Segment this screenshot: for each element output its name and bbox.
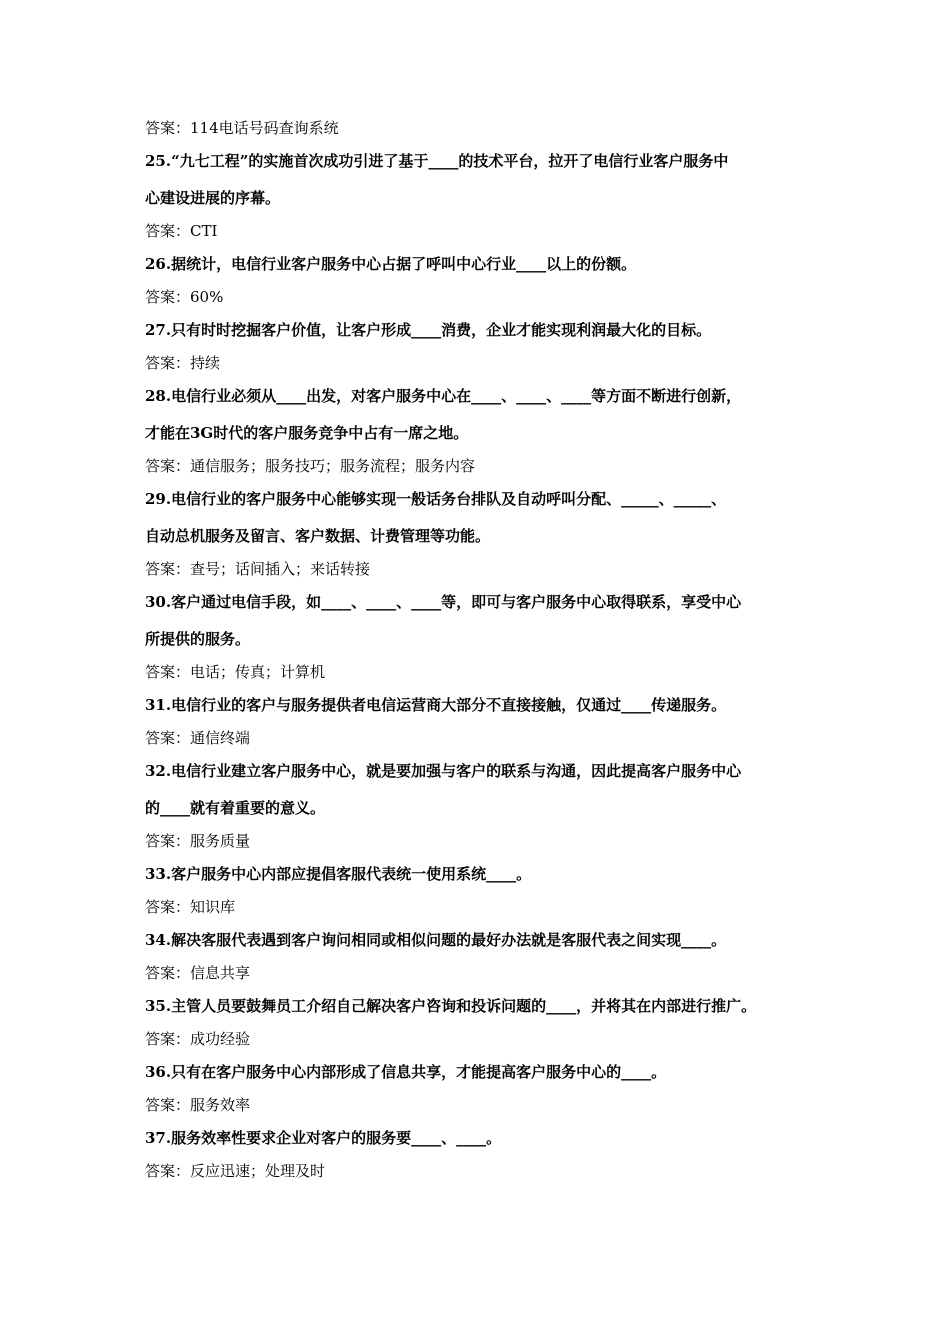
answer-line: 答案：知识库 bbox=[145, 898, 236, 916]
question-item: 34.解决客服代表遇到客户询问相同或相似问题的最好办法就是客服代表之间实现____。 bbox=[145, 931, 727, 949]
answer-line: 答案：信息共享 bbox=[145, 964, 251, 982]
question-item: 31.电信行业的客户与服务提供者电信运营商大部分不直接接触，仅通过____传递服务。 bbox=[145, 696, 727, 714]
question-line: 自动总机服务及留言、客户数据、计费管理等功能。 bbox=[145, 527, 491, 545]
question-item bbox=[145, 151, 825, 208]
question-line: 25.“九七工程”的实施首次成功引进了基于____的技术平台，拉开了电信行业客户服务中 bbox=[145, 152, 729, 170]
answer-line: 答案：持续 bbox=[145, 354, 221, 372]
answer-line: 答案：CTI bbox=[145, 222, 218, 240]
question-item bbox=[145, 386, 825, 443]
question-line: 的____就有着重要的意义。 bbox=[145, 799, 326, 817]
answer-line: 答案：通信服务；服务技巧；服务流程；服务内容 bbox=[145, 457, 476, 475]
question-line: 才能在3G时代的客户服务竞争中占有一席之地。 bbox=[145, 424, 469, 442]
question-line: 28.电信行业必须从____出发，对客户服务中心在____、____、____等方面不断进行创新， bbox=[145, 387, 742, 405]
question-item: 27.只有时时挖掘客户价值，让客户形成____消费，企业才能实现利润最大化的目标。 bbox=[145, 321, 712, 339]
question-item: 36.只有在客户服务中心内部形成了信息共享，才能提高客户服务中心的____。 bbox=[145, 1063, 667, 1081]
answer-line: 答案：电话；传真；计算机 bbox=[145, 663, 326, 681]
answer-line: 答案：成功经验 bbox=[145, 1030, 251, 1048]
question-item: 37.服务效率性要求企业对客户的服务要____、____。 bbox=[145, 1129, 502, 1147]
answer-line: 答案：114电话号码查询系统 bbox=[145, 119, 339, 137]
answer-line: 答案：反应迅速；处理及时 bbox=[145, 1162, 326, 1180]
answer-line: 答案：60% bbox=[145, 288, 224, 306]
document-page bbox=[145, 118, 825, 1194]
question-item bbox=[145, 761, 825, 818]
answer-line: 答案：查号；话间插入；来话转接 bbox=[145, 560, 371, 578]
question-item: 35.主管人员要鼓舞员工介绍自己解决客户咨询和投诉问题的____，并将其在内部进行推广。 bbox=[145, 997, 757, 1015]
answer-line: 答案：通信终端 bbox=[145, 729, 251, 747]
question-line: 所提供的服务。 bbox=[145, 630, 251, 648]
question-line: 29.电信行业的客户服务中心能够实现一般话务台排队及自动呼叫分配、_____、_____、 bbox=[145, 490, 727, 508]
question-line: 30.客户通过电信手段，如____、____、____等，即可与客户服务中心取得联系，享受中心 bbox=[145, 593, 742, 611]
answer-line: 答案：服务效率 bbox=[145, 1096, 251, 1114]
question-item bbox=[145, 489, 825, 546]
question-item bbox=[145, 592, 825, 649]
question-item: 33.客户服务中心内部应提倡客服代表统一使用系统____。 bbox=[145, 865, 532, 883]
question-line: 心建设进展的序幕。 bbox=[145, 189, 281, 207]
answer-line: 答案：服务质量 bbox=[145, 832, 251, 850]
question-item: 26.据统计，电信行业客户服务中心占据了呼叫中心行业____以上的份额。 bbox=[145, 255, 637, 273]
question-line: 32.电信行业建立客户服务中心，就是要加强与客户的联系与沟通，因此提高客户服务中心 bbox=[145, 762, 742, 780]
